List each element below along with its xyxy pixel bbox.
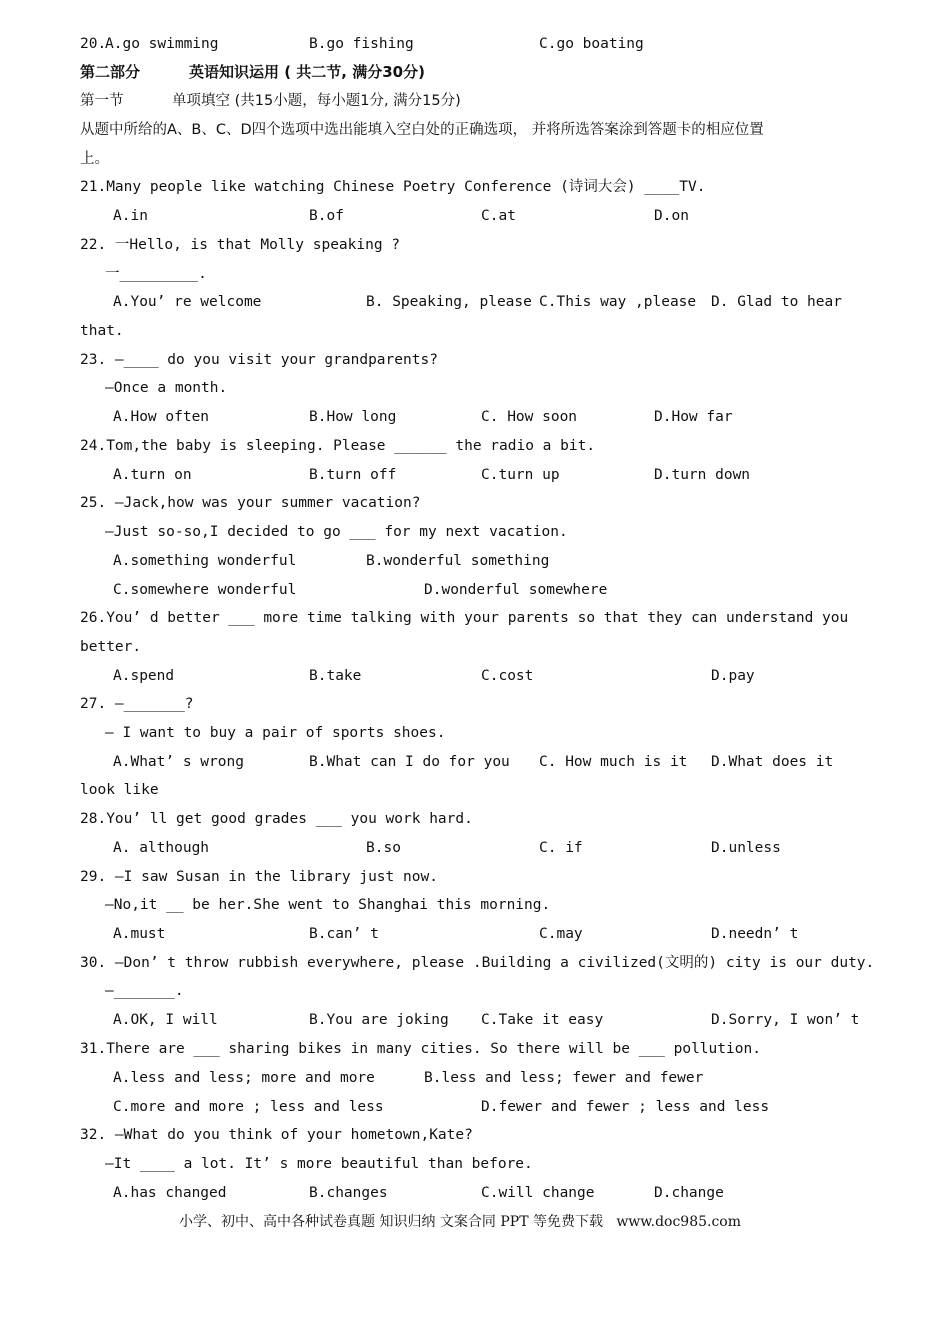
question-31-stem: 31.There are ___ sharing bikes in many cities. So there will be ___ pollution. <box>80 1041 761 1057</box>
q27-option-d: D.What does it <box>711 754 834 770</box>
page-footer: 小学、初中、高中各种试卷真题 知识归纳 文案合同 PPT 等免费下载 www.doc985.com <box>179 1214 742 1230</box>
q28-option-b: B.so <box>366 840 401 856</box>
q25-option-d: D.wonderful somewhere <box>424 582 608 598</box>
question-22-stem: 22. 一Hello, is that Molly speaking ? <box>80 237 401 253</box>
q24-option-a: A.turn on <box>113 467 192 483</box>
q24-option-b: B.turn off <box>309 467 397 483</box>
question-27-stem: 27. —_______? <box>80 696 194 712</box>
q21-option-a: A.in <box>113 208 148 224</box>
q22-option-b: B. Speaking, please <box>366 294 532 310</box>
question-27-reply: — I want to buy a pair of sports shoes. <box>105 725 446 741</box>
question-23-stem: 23. —____ do you visit your grandparents? <box>80 352 438 368</box>
question-30-reply: —_______. <box>105 983 184 999</box>
q22-option-d-wrap: that. <box>80 323 124 339</box>
q27-option-b: B.What can I do for you <box>309 754 510 770</box>
question-23-reply: —Once a month. <box>105 380 228 396</box>
q26-option-a: A.spend <box>113 668 175 684</box>
q28-option-d: D.unless <box>711 840 781 856</box>
q23-option-a: A.How often <box>113 409 210 425</box>
q22-option-a: A.You’ re welcome <box>113 294 262 310</box>
question-30-stem: 30. —Don’ t throw rubbish everywhere, please .Building a civilized(文明的) city is our duty. <box>80 955 875 971</box>
question-32-reply: —It ____ a lot. It’ s more beautiful than before. <box>105 1156 533 1172</box>
q31-option-c: C.more and more ; less and less <box>113 1099 384 1115</box>
q31-option-b: B.less and less; fewer and fewer <box>424 1070 704 1086</box>
q20-number: 20. <box>80 36 107 52</box>
q28-option-c: C. if <box>539 840 583 856</box>
q29-option-d: D.needn’ t <box>711 926 799 942</box>
question-28-stem: 28.You’ ll get good grades ___ you work hard. <box>80 811 473 827</box>
question-26-stem: 26.You’ d better ___ more time talking with your parents so that they can understand you <box>80 610 849 626</box>
question-25-stem: 25. —Jack,how was your summer vacation? <box>80 495 421 511</box>
instructions-line-1: 从题中所给的A、B、C、D四个选项中选出能填入空白处的正确选项， 并将所选答案涂到答题卡的相应位置 <box>80 122 764 138</box>
question-22-reply: 一_________. <box>105 266 207 282</box>
q21-option-d: D.on <box>654 208 689 224</box>
q27-option-d-wrap: look like <box>80 782 159 798</box>
q25-option-c: C.somewhere wonderful <box>113 582 297 598</box>
q30-option-c: C.Take it easy <box>481 1012 604 1028</box>
q24-option-d: D.turn down <box>654 467 751 483</box>
question-29-stem: 29. —I saw Susan in the library just now. <box>80 869 438 885</box>
q27-option-a: A.What’ s wrong <box>113 754 244 770</box>
q31-option-a: A.less and less; more and more <box>113 1070 375 1086</box>
q29-option-c: C.may <box>539 926 583 942</box>
instructions-line-2: 上。 <box>80 151 109 167</box>
q32-option-d: D.change <box>654 1185 724 1201</box>
q30-option-d: D.Sorry, I won’ t <box>711 1012 860 1028</box>
part2-title: 第二部分 <box>80 63 141 81</box>
q22-option-d: D. Glad to hear <box>711 294 842 310</box>
q30-option-b: B.You are joking <box>309 1012 449 1028</box>
q25-option-b: B.wonderful something <box>366 553 550 569</box>
q25-option-a: A.something wonderful <box>113 553 297 569</box>
question-24-stem: 24.Tom,the baby is sleeping. Please ______ the radio a bit. <box>80 438 596 454</box>
q29-option-b: B.can’ t <box>309 926 379 942</box>
q23-option-c: C. How soon <box>481 409 578 425</box>
question-32-stem: 32. —What do you think of your hometown,Kate? <box>80 1127 473 1143</box>
q28-option-a: A. although <box>113 840 210 856</box>
q31-option-d: D.fewer and fewer ; less and less <box>481 1099 770 1115</box>
q32-option-c: C.will change <box>481 1185 595 1201</box>
q21-option-b: B.of <box>309 208 344 224</box>
q30-option-a: A.OK, I will <box>113 1012 218 1028</box>
q20-option-c: C.go boating <box>539 36 644 52</box>
section1-desc: 单项填空 (共15小题，每小题1分, 满分15分) <box>172 93 461 109</box>
q32-option-a: A.has changed <box>113 1185 227 1201</box>
q26-option-b: B.take <box>309 668 362 684</box>
question-25-reply: —Just so-so,I decided to go ___ for my next vacation. <box>105 524 568 540</box>
q26-option-c: C.cost <box>481 668 534 684</box>
q23-option-d: D.How far <box>654 409 733 425</box>
q24-option-c: C.turn up <box>481 467 560 483</box>
q22-option-c: C.This way ,please <box>539 294 697 310</box>
question-26-stem-wrap: better. <box>80 639 142 655</box>
q21-option-c: C.at <box>481 208 516 224</box>
q29-option-a: A.must <box>113 926 166 942</box>
q20-option-a: A.go swimming <box>105 36 219 52</box>
question-21-stem: 21.Many people like watching Chinese Poetry Conference (诗词大会) ____TV. <box>80 179 706 195</box>
q23-option-b: B.How long <box>309 409 397 425</box>
q26-option-d: D.pay <box>711 668 755 684</box>
section1-title: 第一节 <box>80 93 124 109</box>
q32-option-b: B.changes <box>309 1185 388 1201</box>
q27-option-c: C. How much is it <box>539 754 688 770</box>
question-29-reply: —No,it __ be her.She went to Shanghai this morning. <box>105 897 551 913</box>
part2-subtitle: 英语知识运用 ( 共二节, 满分30分) <box>189 63 425 81</box>
q20-option-b: B.go fishing <box>309 36 414 52</box>
